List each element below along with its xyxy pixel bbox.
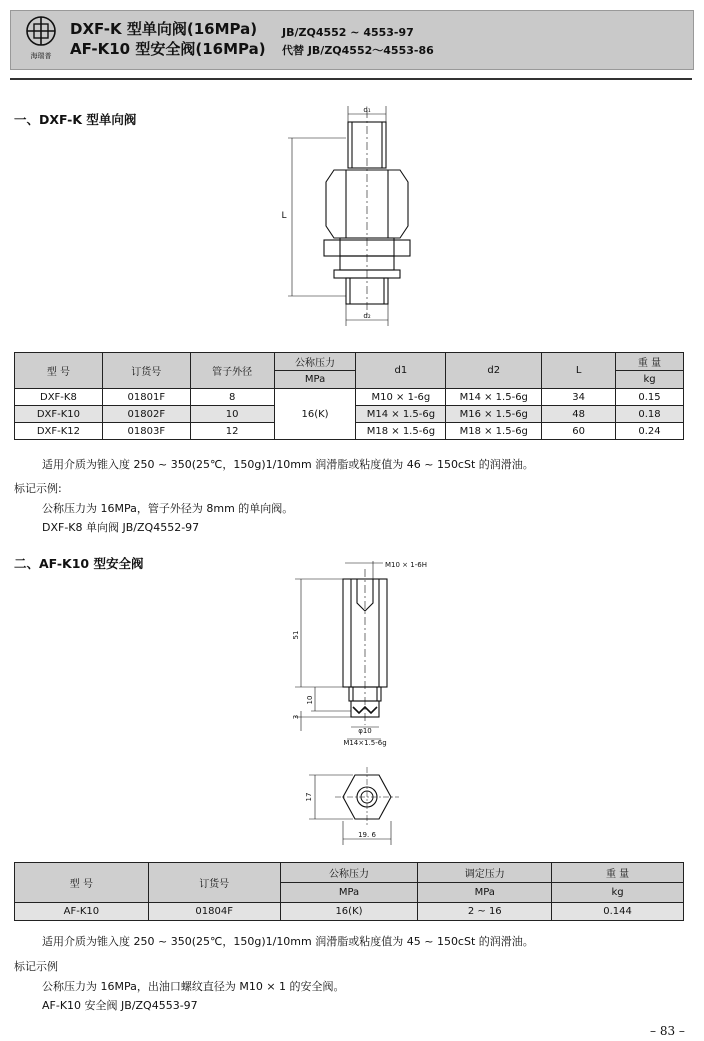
th-d2: d2 bbox=[446, 353, 542, 389]
th-set-pressure-unit: MPa bbox=[418, 883, 552, 903]
cell-L: 34 bbox=[542, 389, 616, 406]
check-valve-drawing bbox=[270, 100, 430, 332]
cell-model: DXF-K10 bbox=[15, 406, 103, 423]
dim-hex-19-label: 19. 6 bbox=[358, 831, 376, 839]
section1-example-code: DXF-K8 单向阀 JB/ZQ4552-97 bbox=[42, 521, 200, 534]
cell-model: DXF-K12 bbox=[15, 423, 103, 440]
safety-valve-hex-view bbox=[295, 765, 420, 853]
section1-medium-note: 适用介质为锥入度 250 ~ 350(25℃，150g)1/10mm 润滑脂或粘度值为 46 ~ 150cSt 的润滑油。 bbox=[42, 458, 534, 471]
check-valve-spec-table bbox=[14, 352, 684, 440]
cell-weight: 0.15 bbox=[616, 389, 684, 406]
safety-valve-drawing bbox=[285, 555, 440, 755]
cell-order-no: 01802F bbox=[102, 406, 190, 423]
cell-d2: M14 × 1.5-6g bbox=[446, 389, 542, 406]
cell-pipe-od: 10 bbox=[190, 406, 274, 423]
cell-d1: M10 × 1-6g bbox=[356, 389, 446, 406]
header-standard-line2: 代替 JB/ZQ4552～4553-86 bbox=[282, 44, 434, 57]
dim-10-label: 10 bbox=[306, 695, 314, 705]
cell-model: AF-K10 bbox=[15, 903, 149, 921]
cell-nominal-pressure: 16(K) bbox=[280, 903, 418, 921]
page-number: – 83 – bbox=[650, 1024, 685, 1038]
table-row bbox=[15, 903, 684, 921]
safety-valve-spec-table bbox=[14, 862, 684, 921]
logo-text: 海瑞普 bbox=[30, 52, 52, 60]
header-title-line1: DXF-K 型单向阀(16MPa) bbox=[70, 20, 258, 38]
th-order-no: 订货号 bbox=[148, 863, 280, 903]
cell-L: 60 bbox=[542, 423, 616, 440]
section2-heading: 二、AF-K10 型安全阀 bbox=[14, 556, 144, 571]
dim-d2-label: d₂ bbox=[363, 312, 371, 320]
th-nominal-pressure-unit: MPa bbox=[280, 883, 418, 903]
header-divider bbox=[10, 78, 692, 80]
th-weight-unit: kg bbox=[616, 371, 684, 389]
company-logo-icon bbox=[22, 14, 60, 64]
section2-example-label: 标记示例 bbox=[14, 960, 58, 973]
section2-example-code: AF-K10 安全阀 JB/ZQ4553-97 bbox=[42, 999, 198, 1012]
header-standard-line1: JB/ZQ4552 ~ 4553-97 bbox=[282, 26, 414, 39]
section2-example-desc: 公称压力为 16MPa，出油口螺纹直径为 M10 × 1 的安全阀。 bbox=[42, 980, 345, 993]
dim-L-label: L bbox=[281, 211, 287, 221]
table-row bbox=[15, 389, 684, 406]
cell-d1: M18 × 1.5-6g bbox=[356, 423, 446, 440]
section1-heading: 一、DXF-K 型单向阀 bbox=[14, 112, 137, 127]
cell-model: DXF-K8 bbox=[15, 389, 103, 406]
th-d1: d1 bbox=[356, 353, 446, 389]
cell-L: 48 bbox=[542, 406, 616, 423]
cell-order-no: 01804F bbox=[148, 903, 280, 921]
th-model: 型 号 bbox=[15, 863, 149, 903]
cell-order-no: 01803F bbox=[102, 423, 190, 440]
cell-d2: M16 × 1.5-6g bbox=[446, 406, 542, 423]
cell-weight: 0.24 bbox=[616, 423, 684, 440]
dim-3-label: 3 bbox=[292, 714, 300, 720]
dim-thread-top-label: M10 × 1-6H bbox=[385, 561, 427, 569]
cell-pipe-od: 8 bbox=[190, 389, 274, 406]
th-nominal-pressure: 公称压力 bbox=[274, 353, 356, 371]
header-title-line2: AF-K10 型安全阀(16MPa) bbox=[70, 40, 266, 58]
section1-example-label: 标记示例: bbox=[14, 482, 62, 495]
dim-d1-label: d₁ bbox=[363, 106, 371, 114]
th-order-no: 订货号 bbox=[102, 353, 190, 389]
th-weight: 重 量 bbox=[552, 863, 684, 883]
cell-pipe-od: 12 bbox=[190, 423, 274, 440]
th-L: L bbox=[542, 353, 616, 389]
dim-thread-bottom-label: M14×1.5-6g bbox=[343, 739, 387, 747]
th-weight: 重 量 bbox=[616, 353, 684, 371]
cell-set-pressure: 2 ~ 16 bbox=[418, 903, 552, 921]
section2-medium-note: 适用介质为锥入度 250 ~ 350(25℃，150g)1/10mm 润滑脂或粘度值为 45 ~ 150cSt 的润滑油。 bbox=[42, 935, 534, 948]
cell-d2: M18 × 1.5-6g bbox=[446, 423, 542, 440]
cell-weight: 0.144 bbox=[552, 903, 684, 921]
th-nominal-pressure-unit: MPa bbox=[274, 371, 356, 389]
cell-d1: M14 × 1.5-6g bbox=[356, 406, 446, 423]
section1-example-desc: 公称压力为 16MPa，管子外径为 8mm 的单向阀。 bbox=[42, 502, 294, 515]
cell-weight: 0.18 bbox=[616, 406, 684, 423]
dim-51-label: 51 bbox=[292, 630, 300, 640]
th-nominal-pressure: 公称压力 bbox=[280, 863, 418, 883]
cell-shared-pressure: 16(K) bbox=[274, 389, 356, 440]
cell-order-no: 01801F bbox=[102, 389, 190, 406]
th-set-pressure: 调定压力 bbox=[418, 863, 552, 883]
th-pipe-od: 管子外径 bbox=[190, 353, 274, 389]
dim-hex-17-label: 17 bbox=[305, 792, 313, 802]
dim-phi10-label: φ10 bbox=[358, 727, 372, 735]
th-model: 型 号 bbox=[15, 353, 103, 389]
th-weight-unit: kg bbox=[552, 883, 684, 903]
